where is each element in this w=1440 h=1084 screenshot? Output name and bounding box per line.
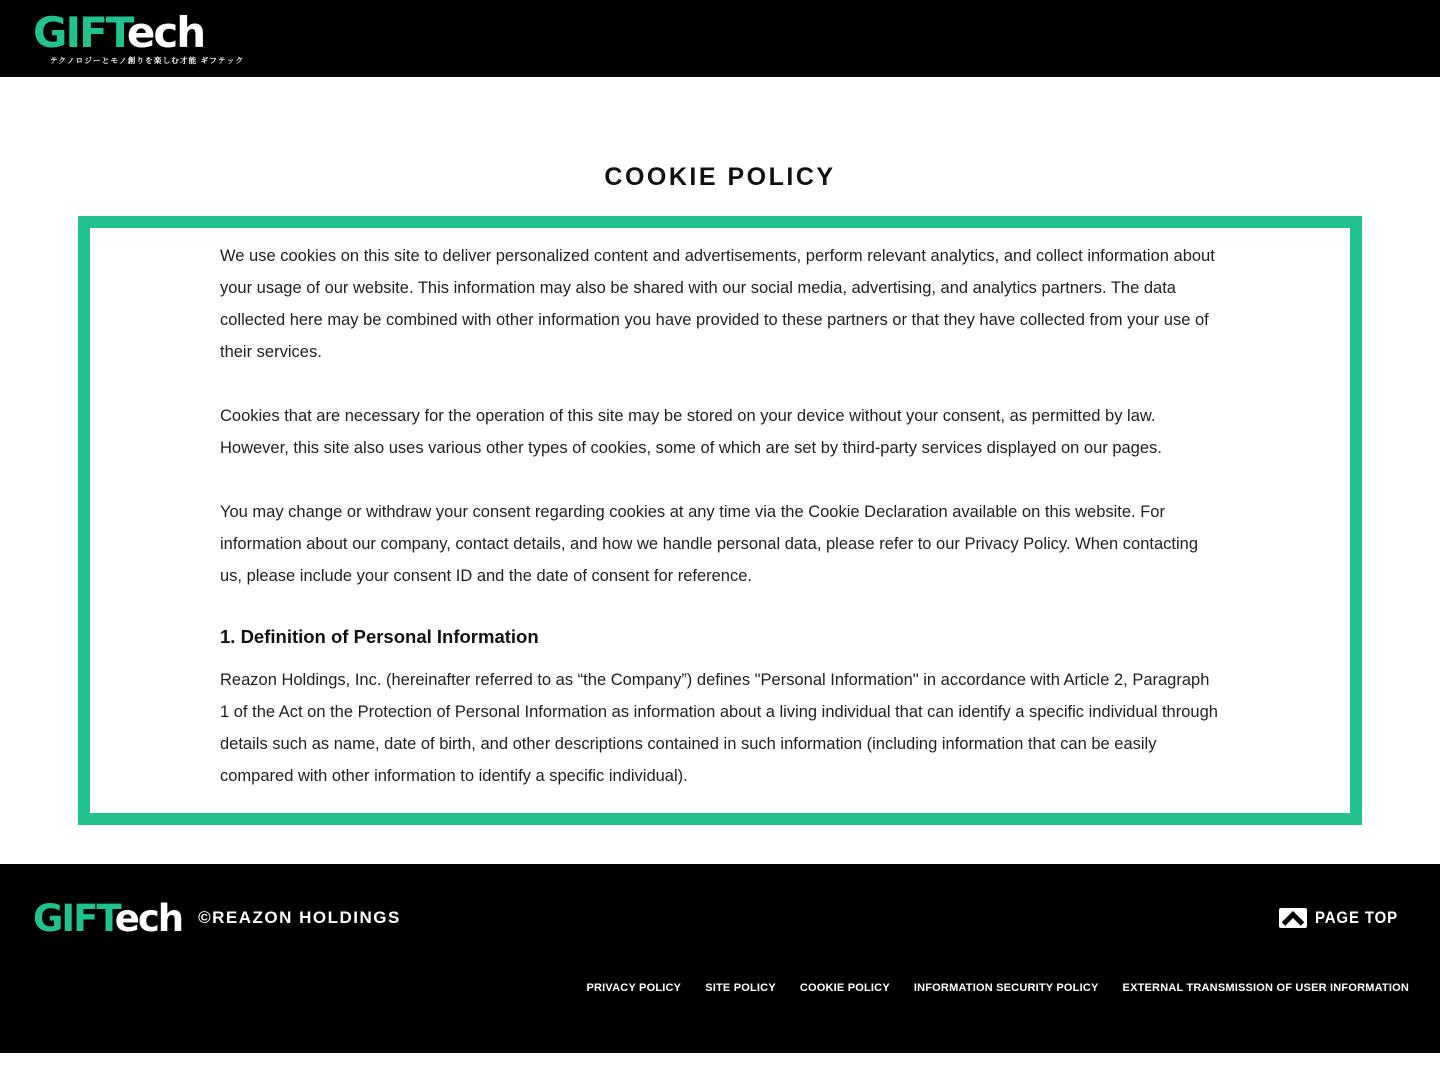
- logo-tagline: テクノロジーとモノ創りを楽しむ才能 ギフテック: [50, 56, 245, 66]
- page-top-label: PAGE TOP: [1314, 908, 1398, 927]
- footer-logo[interactable]: [33, 896, 183, 940]
- section-heading-definition: 1. Definition of Personal Information: [220, 626, 539, 647]
- footer-link-privacy-policy[interactable]: PRIVACY POLICY: [586, 982, 682, 994]
- footer-nav: [33, 982, 1409, 994]
- policy-paragraph: Reazon Holdings, Inc. (hereinafter referred to as “the Company”) defines "Personal Information" in accordance with Article 2, Paragraph 1 of the Act on the Protection of Personal Information as information about a living individual that can identify a specific individual through details such as name, date of birth, and other descriptions contained in such information (including information that can be easily compared with other information to identify a specific individual).: [220, 671, 1218, 785]
- policy-paragraph: You may change or withdraw your consent regarding cookies at any time via the Cookie Declaration available on this website. For information about our company, contact details, and how we handle personal data, please refer to our Privacy Policy. When contacting us, please include your consent ID and the date of consent for reference.: [220, 503, 1199, 585]
- logo-text-white: ech: [126, 8, 205, 58]
- footer-logo-text-green: GIFT: [33, 896, 115, 940]
- policy-paragraph: Cookies that are necessary for the operation of this site may be stored on your device without your consent, as permitted by law. However, this site also uses various other types of cookies, some of which are set by third-party services displayed on our pages.: [220, 407, 1162, 457]
- footer-link-cookie-policy[interactable]: COOKIE POLICY: [799, 982, 890, 994]
- page-top-button[interactable]: [1279, 908, 1409, 928]
- site-header: [0, 0, 1440, 77]
- footer-link-external-transmission[interactable]: EXTERNAL TRANSMISSION OF USER INFORMATION: [1122, 982, 1409, 994]
- site-footer: [0, 864, 1440, 1053]
- footer-top-row: [33, 894, 1409, 942]
- footer-link-site-policy[interactable]: SITE POLICY: [705, 982, 776, 994]
- copyright-text: ©REAZON HOLDINGS: [198, 908, 401, 927]
- page-title: COOKIE POLICY: [604, 163, 836, 191]
- main-content: [0, 163, 1440, 825]
- policy-paragraph: We use cookies on this site to deliver personalized content and advertisements, perform relevant analytics, and collect information about your usage of our website. This information may also be shared with our social media, advertising, and analytics partners. The data collected here may be combined with other information you have provided to these partners or that they have collected from your use of their services.: [220, 247, 1215, 361]
- footer-logo-text-white: ech: [114, 896, 183, 940]
- footer-link-information-security-policy[interactable]: INFORMATION SECURITY POLICY: [913, 982, 1099, 994]
- cookie-policy-box: [78, 216, 1362, 825]
- logo-text-green: GIFT: [33, 8, 127, 58]
- page-top-icon: [1279, 908, 1307, 928]
- header-logo[interactable]: [33, 8, 245, 66]
- footer-logo-wordmark: [33, 897, 182, 940]
- logo-wordmark: [33, 8, 204, 57]
